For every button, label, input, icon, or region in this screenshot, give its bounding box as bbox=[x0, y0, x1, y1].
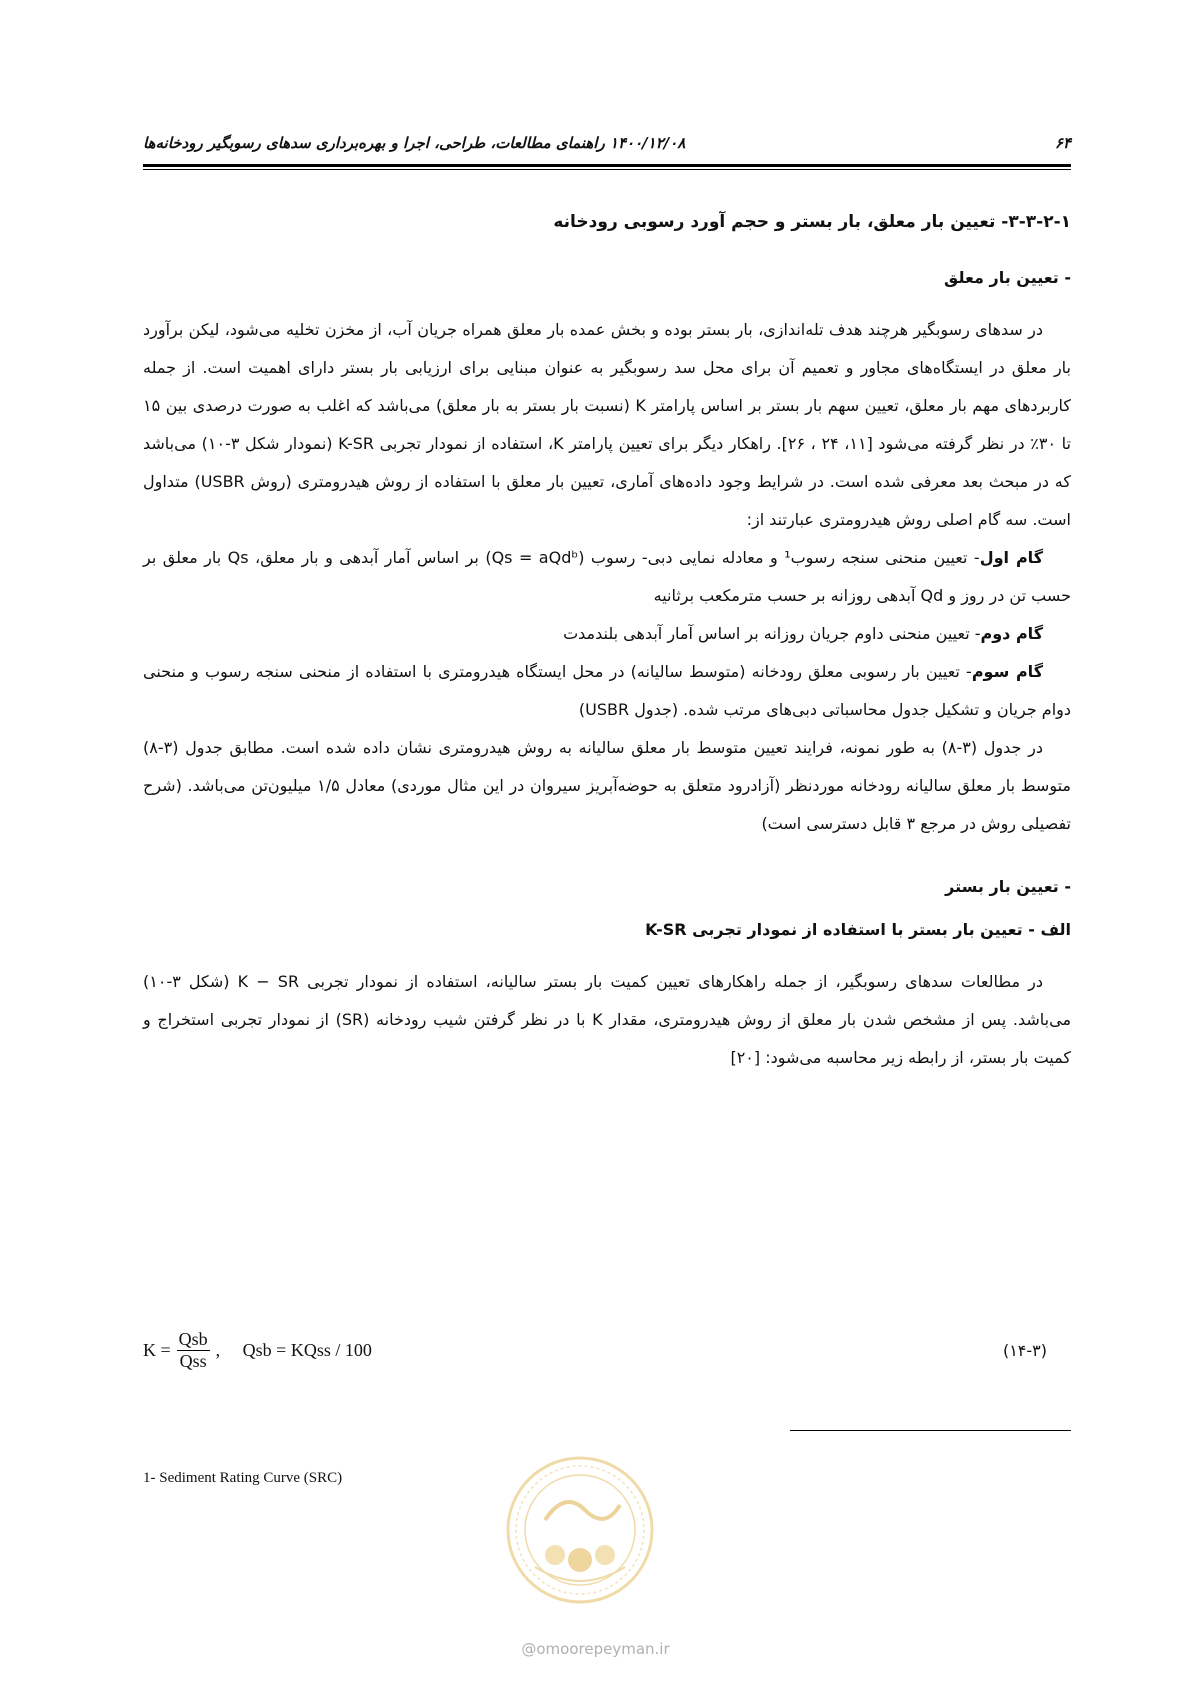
step-3-text: - تعیین بار رسوبی معلق رودخانه (متوسط سالیانه) در محل ایستگاه هیدرومتری با استفاده از منحنی سنجه رسوب و منحنی دوام جریان و تشکیل جدول محاسباتی دبی‌های مرتب شده. (جدول USBR) bbox=[143, 662, 1071, 719]
paragraph-1: در سدهای رسوبگیر هرچند هدف تله‌اندازی، بار بستر بوده و بخش عمده بار معلق همراه جریان آب، از مخزن تخلیه می‌شود، لیکن برآورد بار معلق در ایستگاه‌های مجاور و تعمیم آن برای محل سد رسوبگیر به عنوان مبنایی برای ارزیابی بار بستر دارای اهمیت است. از جمله کاربردهای مهم بار معلق، تعیین سهم بار بستر بر اساس پارامتر K (نسبت بار بستر به بار معلق) می‌باشد که اغلب به صورت درصدی بین ۱۵ تا ۳۰٪ در نظر گرفته می‌شود [۱۱، ۲۴ ، ۲۶]. راهکار دیگر برای تعیین پارامتر K، استفاده از نمودار تجربی K-SR (نمودار شکل ۳-۱۰) می‌باشد که در مبحث بعد معرفی شده است. در شرایط وجود داده‌های آماری، تعیین بار معلق با استفاده از روش هیدرومتری (روش USBR) متداول است. سه گام اصلی روش هیدرومتری عبارتند از: bbox=[143, 320, 1072, 529]
step-2-text: - تعیین منحنی داوم جریان روزانه بر اساس آمار آبدهی بلندمدت bbox=[563, 624, 981, 643]
step-2-label: گام دوم bbox=[980, 624, 1043, 643]
paragraph-3: در مطالعات سدهای رسوبگیر، از جمله راهکارهای تعیین کمیت بار بستر سالیانه، استفاده از نمودار تجربی K − SR (شکل ۳-۱۰) می‌باشد. پس از مشخص شدن بار معلق از روش هیدرومتری، مقدار K با در نظر گرفتن شیب رودخانه (SR) از نمودار تجربی استخراج و کمیت بار بستر، از رابطه زیر محاسبه می‌شود: [۲۰] bbox=[143, 972, 1072, 1067]
header-title: ۱۴۰۰/۱۲/۰۸ راهنمای مطالعات، طراحی، اجرا و بهره‌برداری سدهای رسوبگیر رودخانه‌ها bbox=[143, 134, 686, 152]
step-2 bbox=[143, 615, 1071, 653]
step-1 bbox=[143, 539, 1071, 615]
header-rule-thick bbox=[143, 164, 1071, 167]
paragraph-2: در جدول (۳-۸) به طور نمونه، فرایند تعیین متوسط بار معلق سالیانه به روش هیدرومتری نشان داده شده است. مطابق جدول (۳-۸) متوسط بار معلق سالیانه رودخانه موردنظر (آزادرود متعلق به حوضه‌آبریز سیروان در این مثال موردی) معادل ۱/۵ میلیون‌تن می‌باشد. (شرح تفصیلی روش در مرجع ۳ قابل دسترسی است) bbox=[143, 738, 1072, 833]
equation-rest: , Qsb = KQss / 100 bbox=[215, 1339, 372, 1360]
step-1-text: - تعیین منحنی سنجه رسوب¹ و معادله نمایی دبی- رسوب (Qs = aQdᵇ) بر اساس آمار آبدهی و بار معلق، Qs بار معلق بر حسب تن در روز و Qd آبدهی روزانه بر حسب مترمکعب برثانیه bbox=[143, 548, 1071, 605]
equation-number: (۱۴-۳) bbox=[1002, 1340, 1047, 1360]
running-header bbox=[143, 128, 1071, 158]
equation-k: K = bbox=[143, 1339, 171, 1360]
equation-body bbox=[143, 1320, 372, 1380]
step-1-label: گام اول bbox=[979, 548, 1043, 567]
subheading-bed-load: - تعیین بار بستر bbox=[945, 877, 1071, 896]
fraction-numerator: Qsb bbox=[178, 1328, 208, 1349]
equation-14-3 bbox=[143, 1320, 1071, 1380]
step-3-label: گام سوم bbox=[971, 662, 1043, 681]
publisher-seal-logo bbox=[505, 1455, 655, 1605]
subheading-k-sr: الف - تعیین بار بستر با استفاده از نمودار تجربی K-SR bbox=[645, 920, 1071, 939]
step-3 bbox=[143, 653, 1071, 729]
body-content bbox=[143, 212, 1071, 1077]
equation-fraction bbox=[177, 1329, 210, 1372]
footnote: 1- Sediment Rating Curve (SRC) bbox=[143, 1470, 343, 1486]
fraction-denominator: Qss bbox=[179, 1350, 207, 1371]
section-title: ۳-۳-۲-۱- تعیین بار معلق، بار بستر و حجم آورد رسوبی رودخانه bbox=[553, 212, 1071, 232]
watermark: @omoorepeyman.ir bbox=[521, 1640, 670, 1658]
page-number: ۶۴ bbox=[1054, 134, 1071, 152]
subheading-suspended-load: - تعیین بار معلق bbox=[944, 268, 1071, 287]
footnote-rule bbox=[790, 1430, 1071, 1431]
header-rule-thin bbox=[143, 169, 1071, 170]
